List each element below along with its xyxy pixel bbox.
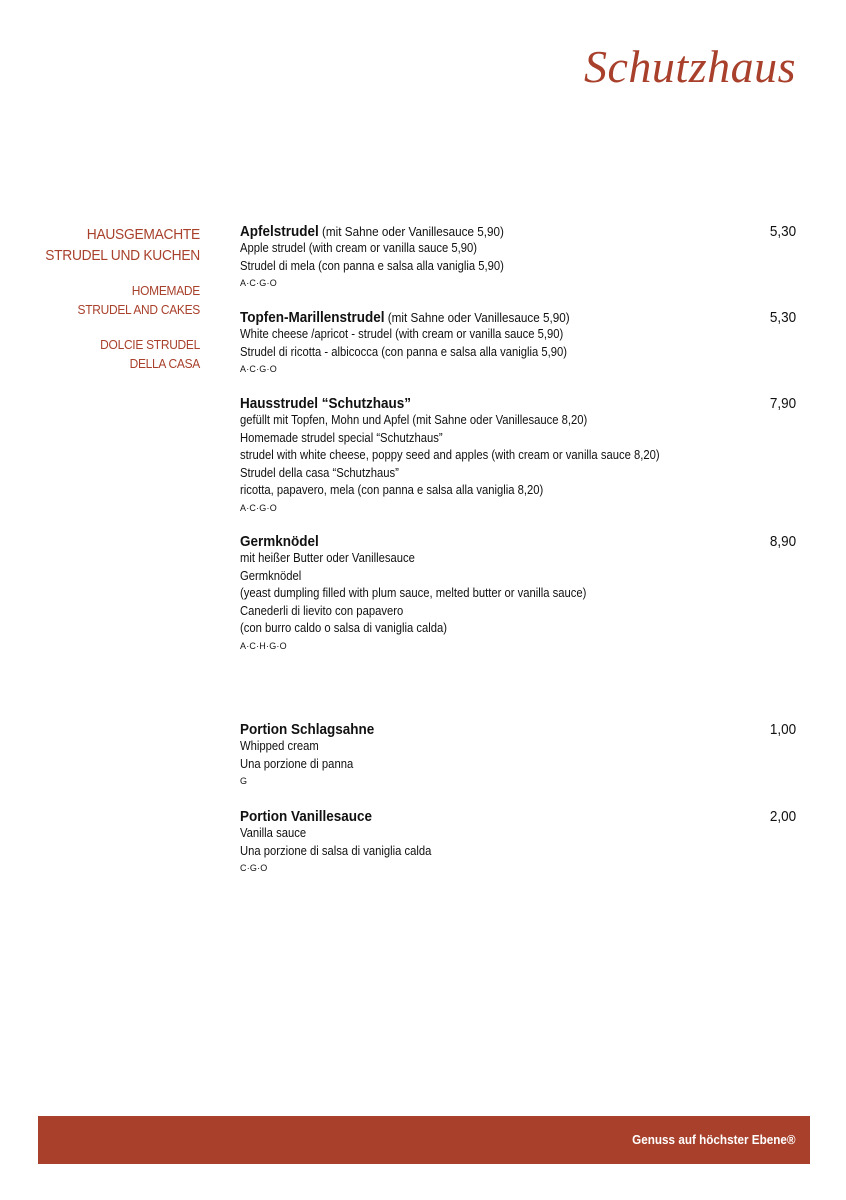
item-description: (con burro caldo o salsa di vaniglia calda) [240, 621, 447, 635]
item-name-note: (mit Sahne oder Vanillesauce 5,90) [322, 224, 504, 239]
item-description: ricotta, papavero, mela (con panna e salsa alla vaniglia 8,20) [240, 483, 544, 497]
section-title-line: STRUDEL UND KUCHEN [45, 247, 200, 264]
menu-item [240, 223, 796, 292]
item-description: Canederli di lievito con papavero [240, 603, 404, 618]
section-title-line: HOMEMADE [131, 283, 200, 298]
item-description: Strudel di mela (con panna e salsa alla vaniglia 5,90) [240, 258, 504, 273]
section-labels [30, 224, 200, 390]
item-description: (yeast dumpling filled with plum sauce, melted butter or vanilla sauce) [240, 586, 587, 600]
item-price: 8,90 [769, 533, 796, 550]
item-price: 7,90 [769, 395, 796, 412]
item-allergens: C·G·O [240, 863, 268, 873]
item-heading [240, 721, 740, 738]
item-price: 2,00 [769, 808, 796, 825]
item-description: Homemade strudel special “Schutzhaus” [240, 430, 443, 445]
item-name: Topfen-Marillenstrudel [240, 309, 385, 326]
item-description: Una porzione di panna [240, 756, 354, 771]
item-description: Strudel della casa “Schutzhaus” [240, 465, 399, 480]
item-description: Whipped cream [240, 739, 319, 753]
item-price: 1,00 [769, 721, 796, 738]
item-name: Portion Schlagsahne [240, 721, 375, 738]
item-allergens: G [240, 776, 248, 786]
item-description: Una porzione di salsa di vaniglia calda [240, 843, 432, 858]
item-allergens: A·C·H·G·O [240, 640, 287, 651]
menu-item [240, 309, 796, 378]
item-description: Apple strudel (with cream or vanilla sauce 5,90) [240, 241, 477, 255]
item-allergens: A·C·G·O [240, 364, 277, 374]
section-title-line: DOLCIE STRUDEL [100, 337, 200, 352]
section-title-line: DELLA CASA [129, 355, 200, 371]
item-description: Vanilla sauce [240, 826, 307, 840]
item-heading [240, 395, 740, 412]
item-name-note: (mit Sahne oder Vanillesauce 5,90) [387, 310, 570, 325]
item-heading [240, 223, 740, 240]
section-title-line: STRUDEL AND CAKES [77, 301, 200, 317]
item-heading [240, 808, 740, 825]
item-allergens: A·C·G·O [240, 502, 277, 513]
item-allergens: A·C·G·O [240, 278, 277, 288]
item-name: Portion Vanillesauce [240, 808, 373, 825]
item-price: 5,30 [769, 309, 796, 326]
footer-slogan: Genuss auf höchster Ebene® [632, 1132, 796, 1147]
item-name: Apfelstrudel [240, 223, 319, 240]
item-name: Hausstrudel “Schutzhaus” [240, 395, 412, 412]
menu-item [240, 808, 796, 877]
item-description: White cheese /apricot - strudel (with cream or vanilla sauce 5,90) [240, 327, 564, 341]
section-title-italian [44, 336, 200, 373]
section-title-german [44, 224, 200, 266]
menu-item [240, 395, 796, 517]
item-description: Germknödel [240, 568, 302, 583]
menu-item [240, 533, 796, 655]
item-price: 5,30 [769, 223, 796, 240]
item-description: strudel with white cheese, poppy seed and apples (with cream or vanilla sauce 8,20) [240, 448, 660, 462]
item-description: Strudel di ricotta - albicocca (con panna e salsa alla vaniglia 5,90) [240, 344, 568, 359]
brand-logo: Schutzhaus [584, 41, 796, 92]
item-description: mit heißer Butter oder Vanillesauce [240, 551, 415, 565]
menu-item [240, 721, 796, 790]
section-title-line: HAUSGEMACHTE [86, 226, 200, 243]
item-description: gefüllt mit Topfen, Mohn und Apfel (mit Sahne oder Vanillesauce 8,20) [240, 413, 588, 427]
item-heading [240, 533, 740, 550]
item-name: Germknödel [240, 533, 319, 550]
footer-bar [38, 1116, 810, 1164]
item-heading [240, 309, 740, 326]
section-title-english [44, 282, 200, 319]
